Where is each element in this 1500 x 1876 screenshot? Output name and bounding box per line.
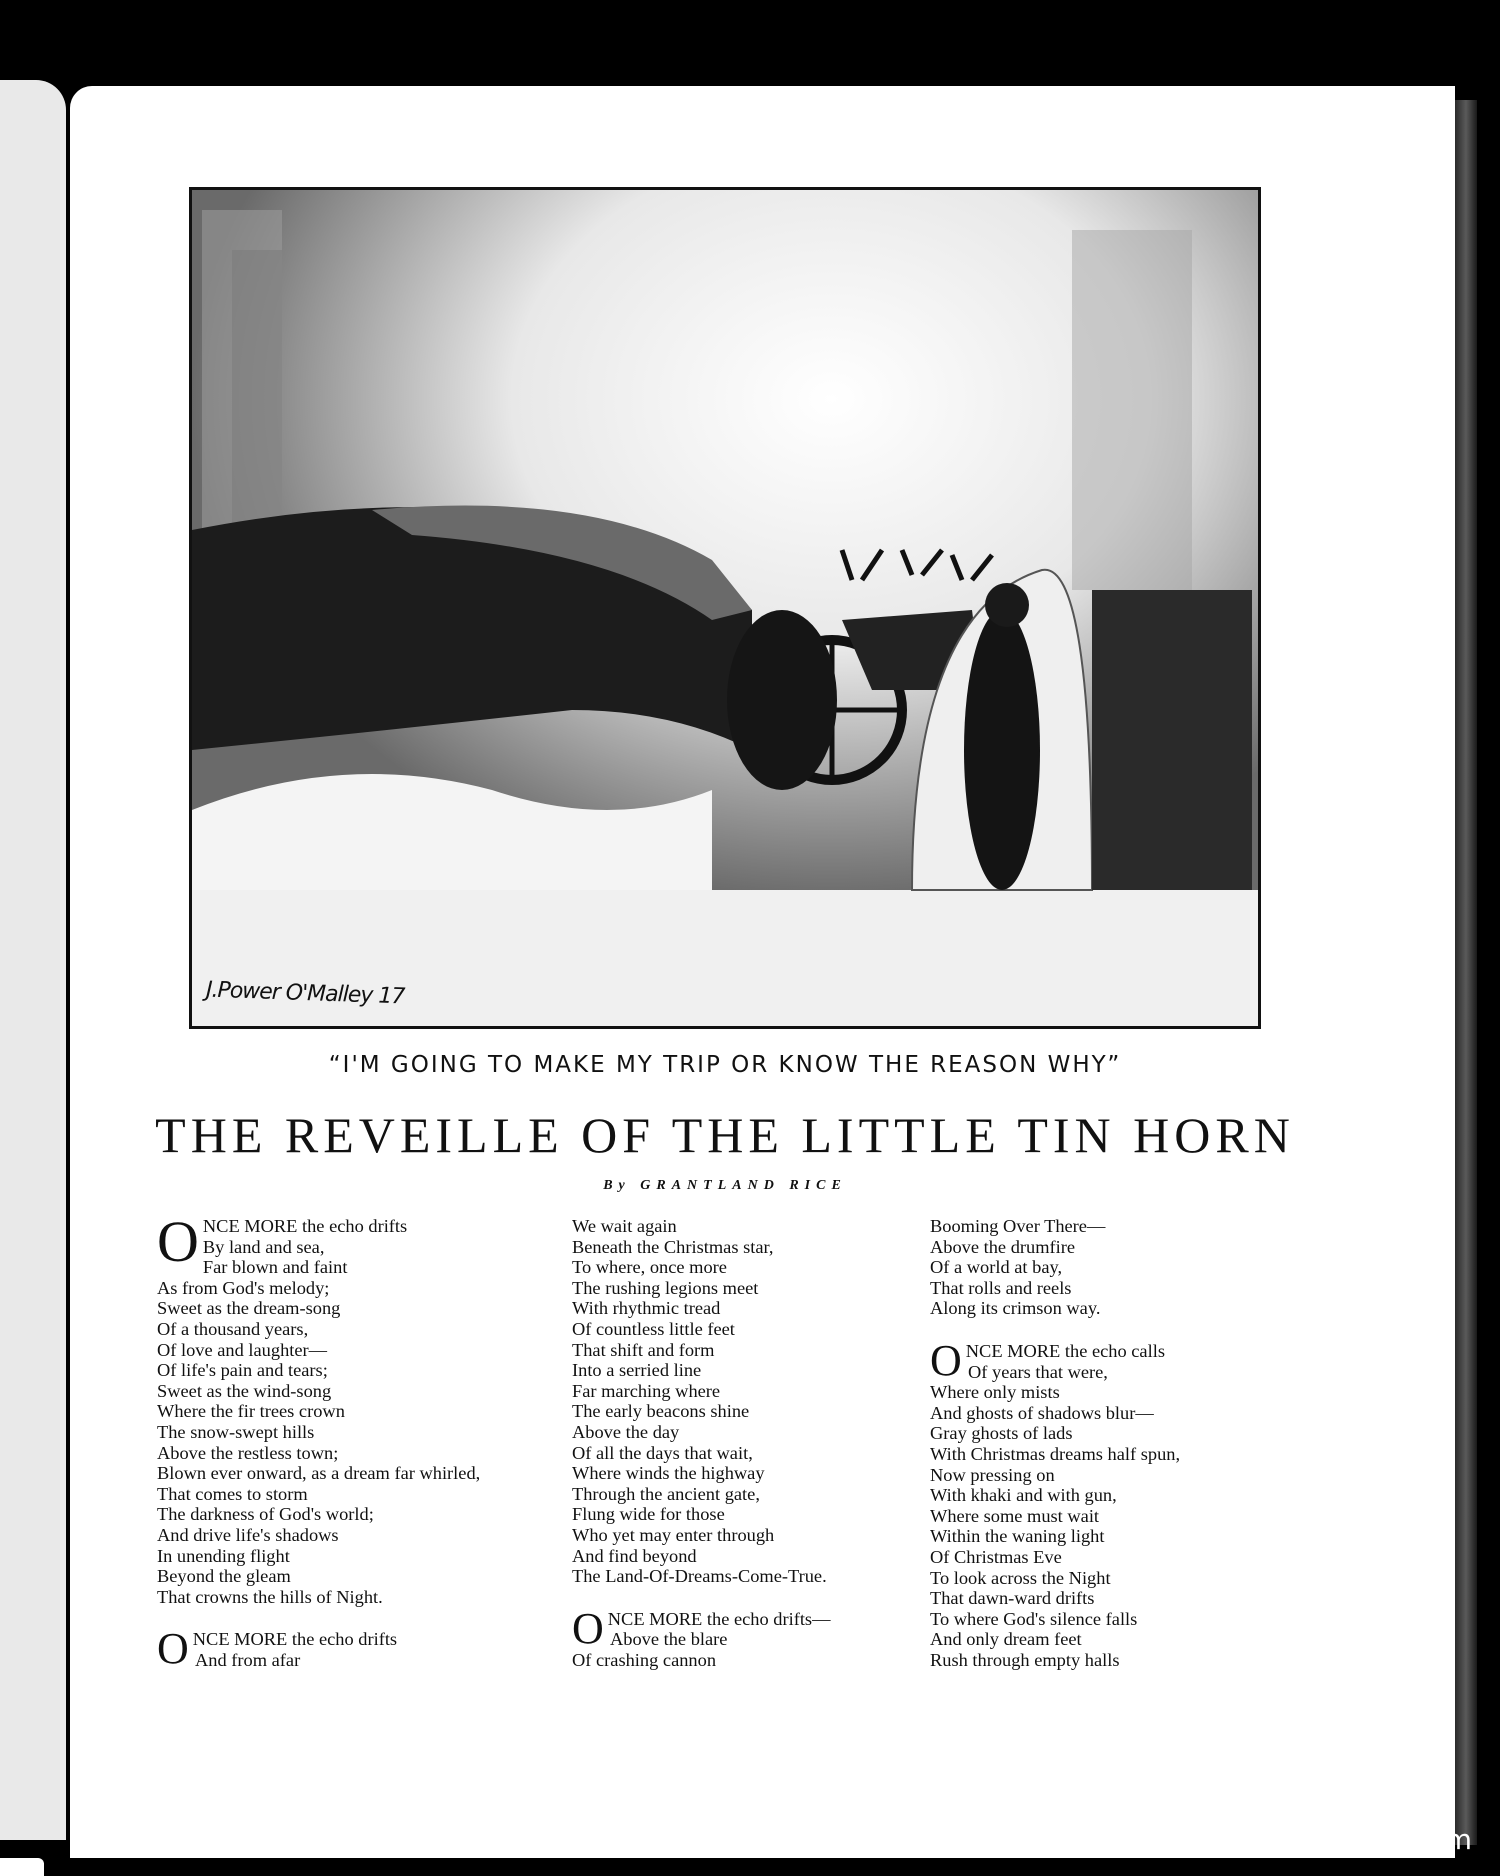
poem-line: NCE MORE the echo drifts — [192, 1629, 398, 1650]
poem-line: That rolls and reels — [930, 1277, 1072, 1298]
drop-cap: O — [157, 1209, 199, 1274]
poem-line: To look across the Night — [930, 1567, 1111, 1588]
poem-line: The Land-Of-Dreams-Come-True. — [572, 1566, 827, 1587]
poem-line: And find beyond — [572, 1545, 697, 1566]
poem-column-2 — [572, 1216, 912, 1692]
poem-line: Above the restless town; — [157, 1442, 339, 1463]
poem-line: As from God's melody; — [157, 1277, 330, 1298]
poem-line: Far marching where — [572, 1380, 721, 1401]
illustration-caption: “I'M GOING TO MAKE MY TRIP OR KNOW THE REASON WHY” — [328, 1052, 1122, 1078]
poem-line: By land and sea, — [202, 1236, 325, 1257]
poem-line: That dawn-ward drifts — [930, 1588, 1095, 1609]
poem-line: NCE MORE the echo calls — [965, 1340, 1165, 1361]
poem-line: Above the blare — [610, 1629, 728, 1650]
poem-line: Gray ghosts of lads — [930, 1423, 1073, 1444]
poem-line: Where only mists — [930, 1382, 1060, 1403]
poem-line: Through the ancient gate, — [572, 1483, 760, 1504]
poem-line: And drive life's shadows — [157, 1524, 339, 1545]
poem-line: Of Christmas Eve — [930, 1546, 1062, 1567]
drop-cap: O — [157, 1624, 189, 1674]
corner-tag — [0, 1858, 44, 1876]
drop-cap: O — [572, 1603, 604, 1653]
poem-line: The rushing legions meet — [572, 1277, 759, 1298]
stanza — [157, 1624, 537, 1674]
poem-line: NCE MORE the echo drifts — [202, 1216, 408, 1236]
poem-line: Of crashing cannon — [572, 1649, 717, 1670]
poem-line: Where winds the highway — [572, 1463, 765, 1484]
poem-line: Far blown and faint — [202, 1257, 348, 1278]
poem-column-3 — [930, 1216, 1270, 1692]
poem-line: Now pressing on — [930, 1464, 1055, 1485]
poem-line: With rhythmic tread — [572, 1298, 721, 1319]
poem-line: Of a world at bay, — [930, 1257, 1063, 1278]
poem-line: Flung wide for those — [572, 1504, 725, 1525]
poem-line: Beyond the gleam — [157, 1566, 291, 1587]
poem-line: Above the day — [572, 1421, 680, 1442]
poem-line: That comes to storm — [157, 1483, 308, 1504]
artist-signature: J.Power O'Malley 17 — [205, 977, 405, 1010]
poem-line: To where God's silence falls — [930, 1608, 1138, 1629]
poem-line: Booming Over There— — [930, 1216, 1106, 1236]
byline: By GRANTLAND RICE — [603, 1178, 847, 1193]
poem-line: Above the drumfire — [930, 1236, 1076, 1257]
stanza — [157, 1209, 537, 1607]
poem-line: Of years that were, — [968, 1361, 1108, 1382]
left-page-edge — [0, 80, 66, 1840]
poem-line: The darkness of God's world; — [157, 1504, 374, 1525]
poem-line: Of life's pain and tears; — [157, 1360, 328, 1381]
drop-cap: O — [930, 1335, 962, 1385]
poem-line: Who yet may enter through — [572, 1524, 775, 1545]
poem-line: Where the fir trees crown — [157, 1401, 345, 1422]
stanza — [930, 1335, 1270, 1671]
poem-line: And from afar — [195, 1649, 301, 1670]
poem-line: That crowns the hills of Night. — [157, 1586, 383, 1607]
poem-line: Blown ever onward, as a dream far whirled, — [157, 1463, 481, 1484]
poem-line: NCE MORE the echo drifts— — [607, 1608, 831, 1629]
poem-line: With Christmas dreams half spun, — [930, 1443, 1181, 1464]
poem-line: In unending flight — [157, 1545, 290, 1566]
poem-line: Of all the days that wait, — [572, 1442, 753, 1463]
poem-line: The early beacons shine — [572, 1401, 750, 1422]
stanza — [572, 1216, 912, 1587]
poem-line: We wait again — [572, 1216, 677, 1236]
stanza — [572, 1603, 912, 1671]
poem-line: Where some must wait — [930, 1505, 1100, 1526]
page-title: THE REVEILLE OF THE LITTLE TIN HORN — [155, 1107, 1295, 1163]
watermark: comicbooks.com — [1237, 1823, 1472, 1856]
poem-line: And only dream feet — [930, 1629, 1082, 1650]
poem-line: And ghosts of shadows blur— — [930, 1402, 1154, 1423]
poem-line: Sweet as the wind-song — [157, 1380, 332, 1401]
poem-line: Along its crimson way. — [930, 1298, 1101, 1319]
poem-line: Within the waning light — [930, 1526, 1105, 1547]
poem-line: Of love and laughter— — [157, 1339, 328, 1360]
illustration-drawing — [192, 190, 1258, 1026]
page-stack-edge — [1455, 100, 1477, 1845]
stanza — [930, 1216, 1270, 1319]
poem-line: Into a serried line — [572, 1360, 702, 1381]
poem-line: Sweet as the dream-song — [157, 1298, 341, 1319]
poem-line: Of countless little feet — [572, 1318, 735, 1339]
illustration — [189, 187, 1261, 1029]
poem-line: That shift and form — [572, 1339, 715, 1360]
poem-line: Of a thousand years, — [157, 1318, 309, 1339]
poem-line: To where, once more — [572, 1257, 727, 1278]
poem-line: The snow-swept hills — [157, 1421, 315, 1442]
poem-line: With khaki and with gun, — [930, 1485, 1117, 1506]
poem-line: Rush through empty halls — [930, 1649, 1120, 1670]
poem-column-1 — [157, 1209, 537, 1692]
poem-line: Beneath the Christmas star, — [572, 1236, 774, 1257]
